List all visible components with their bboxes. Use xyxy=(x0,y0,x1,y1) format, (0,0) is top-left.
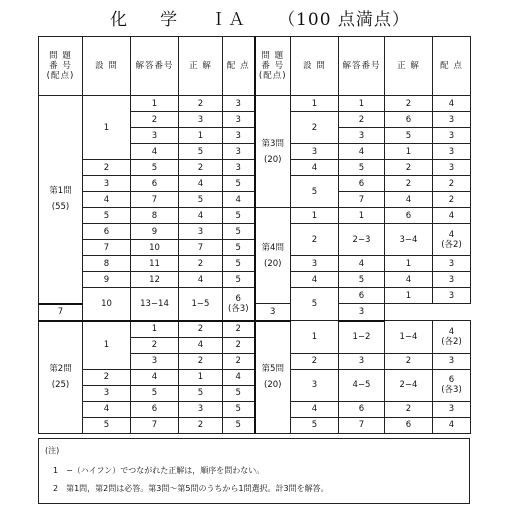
correct-cell: 3 xyxy=(179,112,223,128)
points-cell: 5 xyxy=(223,417,255,433)
correct-cell: 1 xyxy=(385,288,433,304)
q4-label: 第4問 (20) xyxy=(255,208,291,304)
q5-label: 第5問 (20) xyxy=(255,321,291,434)
sub-cell: 3 xyxy=(83,176,131,192)
sub-cell: 5 xyxy=(83,208,131,224)
sub-cell: 4 xyxy=(83,192,131,208)
ans-no-cell: 4 xyxy=(339,256,385,272)
sub-cell: 2 xyxy=(291,353,339,369)
ans-no-cell: 7 xyxy=(39,304,83,321)
points-cell: 5 xyxy=(223,272,255,288)
sub-cell: 10 xyxy=(83,288,131,321)
notes-heading: (注) xyxy=(45,446,60,455)
header-question: 問 題 番 号 (配点) xyxy=(39,37,83,96)
correct-cell: 1 xyxy=(385,144,433,160)
correct-cell: 4 xyxy=(179,272,223,288)
points-cell: 3 xyxy=(339,304,385,321)
notes-box xyxy=(38,438,470,504)
sub-cell: 3 xyxy=(291,144,339,160)
ans-no-cell: 4 xyxy=(339,144,385,160)
correct-cell: 1−4 xyxy=(385,321,433,354)
ans-no-cell: 8 xyxy=(131,208,179,224)
q3-label: 第3問 (20) xyxy=(255,96,291,208)
header-sub: 設 問 xyxy=(83,37,131,96)
sub-cell: 3 xyxy=(291,256,339,272)
header-ans-no: 解答番号 xyxy=(131,37,179,96)
ans-no-cell: 5 xyxy=(339,272,385,288)
table-row xyxy=(39,96,471,112)
correct-cell: 5 xyxy=(385,128,433,144)
sub-cell: 3 xyxy=(83,385,131,401)
correct-cell: 2 xyxy=(179,96,223,112)
points-cell: 4 xyxy=(433,208,471,224)
ans-no-cell: 1−2 xyxy=(339,321,385,354)
header-correct: 正 解 xyxy=(179,37,223,96)
correct-cell: 4 xyxy=(179,208,223,224)
header-points: 配 点 xyxy=(223,37,255,96)
sub-cell: 4 xyxy=(291,272,339,288)
title-part: 化 xyxy=(110,10,129,30)
answer-key-table xyxy=(38,36,471,434)
correct-cell: 6 xyxy=(385,112,433,128)
ans-no-cell: 3 xyxy=(131,128,179,144)
points-cell: 3 xyxy=(433,288,471,304)
points-cell: 5 xyxy=(223,176,255,192)
ans-no-cell: 13−14 xyxy=(131,288,179,321)
points-cell: 4 xyxy=(433,96,471,112)
sub-cell: 5 xyxy=(291,288,339,321)
correct-cell: 4 xyxy=(179,337,223,353)
ans-no-cell: 1 xyxy=(131,96,179,112)
ans-no-cell: 6 xyxy=(339,176,385,192)
ans-no-cell: 3 xyxy=(131,353,179,369)
ans-no-cell: 5 xyxy=(131,385,179,401)
ans-no-cell: 4 xyxy=(131,144,179,160)
ans-no-cell: 6 xyxy=(339,288,385,304)
header-correct: 正 解 xyxy=(385,37,433,96)
ans-no-cell: 4 xyxy=(131,369,179,385)
ans-no-cell: 4−5 xyxy=(339,369,385,401)
ans-no-cell: 3 xyxy=(339,353,385,369)
points-cell: 2 xyxy=(223,353,255,369)
ans-no-cell: 3 xyxy=(339,128,385,144)
ans-no-cell: 6 xyxy=(339,401,385,417)
correct-cell: 2 xyxy=(385,160,433,176)
points-cell: 5 xyxy=(223,256,255,272)
page-title xyxy=(0,5,520,30)
correct-cell: 4 xyxy=(385,192,433,208)
correct-cell: 5 xyxy=(179,144,223,160)
ans-no-cell: 1 xyxy=(339,96,385,112)
ans-no-cell: 12 xyxy=(131,272,179,288)
title-part: 学 xyxy=(160,10,179,30)
ans-no-cell: 1 xyxy=(131,321,179,338)
points-cell: 5 xyxy=(223,401,255,417)
ans-no-cell: 10 xyxy=(131,240,179,256)
sub-cell: 1 xyxy=(291,96,339,112)
points-cell: 6 (各3) xyxy=(433,369,471,401)
header-row xyxy=(39,37,471,96)
ans-no-cell: 1 xyxy=(339,208,385,224)
points-cell: 3 xyxy=(223,128,255,144)
points-cell: 5 xyxy=(223,224,255,240)
sub-cell: 2 xyxy=(291,112,339,144)
correct-cell: 5 xyxy=(179,385,223,401)
points-cell: 3 xyxy=(223,160,255,176)
ans-no-cell: 2−3 xyxy=(339,224,385,256)
ans-no-cell: 7 xyxy=(131,192,179,208)
correct-cell: 4 xyxy=(385,272,433,288)
points-cell: 3 xyxy=(223,112,255,128)
correct-cell: 1 xyxy=(385,256,433,272)
sub-cell: 7 xyxy=(83,240,131,256)
points-cell: 3 xyxy=(433,128,471,144)
correct-cell: 2 xyxy=(179,160,223,176)
points-cell: 6 (各3) xyxy=(223,288,255,321)
points-cell: 4 xyxy=(223,192,255,208)
q2-label: 第2問 (25) xyxy=(39,321,83,434)
correct-cell: 1 xyxy=(179,128,223,144)
sub-cell: 1 xyxy=(83,321,131,370)
correct-cell: 3 xyxy=(255,304,291,321)
sub-cell: 2 xyxy=(83,369,131,385)
correct-cell: 2 xyxy=(179,353,223,369)
points-cell: 5 xyxy=(223,208,255,224)
correct-cell: 5 xyxy=(179,192,223,208)
points-cell: 3 xyxy=(433,112,471,128)
correct-cell: 2 xyxy=(179,417,223,433)
correct-cell: 1 xyxy=(179,369,223,385)
points-cell: 3 xyxy=(433,272,471,288)
points-cell: 5 xyxy=(223,385,255,401)
header-question: 問 題 番 号 (配点) xyxy=(255,37,291,96)
ans-no-cell: 6 xyxy=(131,176,179,192)
points-cell: 2 xyxy=(433,176,471,192)
ans-no-cell: 2 xyxy=(339,112,385,128)
correct-cell: 2 xyxy=(179,256,223,272)
ans-no-cell: 7 xyxy=(339,192,385,208)
sub-cell: 1 xyxy=(291,321,339,354)
points-cell: 3 xyxy=(433,353,471,369)
points-cell: 3 xyxy=(433,256,471,272)
sub-cell: 4 xyxy=(291,160,339,176)
header-points: 配 点 xyxy=(433,37,471,96)
sub-cell: 5 xyxy=(291,176,339,208)
points-cell: 2 xyxy=(433,192,471,208)
sub-cell: 5 xyxy=(83,417,131,433)
points-cell: 5 xyxy=(223,240,255,256)
correct-cell: 6 xyxy=(385,417,433,433)
points-cell: 3 xyxy=(433,144,471,160)
sub-cell: 6 xyxy=(83,224,131,240)
ans-no-cell: 2 xyxy=(131,337,179,353)
ans-no-cell: 5 xyxy=(131,160,179,176)
title-part: ＩＡ xyxy=(210,10,247,30)
sub-cell: 1 xyxy=(291,208,339,224)
ans-no-cell: 6 xyxy=(131,401,179,417)
sub-cell: 3 xyxy=(291,369,339,401)
correct-cell: 3−4 xyxy=(385,224,433,256)
sub-cell: 1 xyxy=(83,96,131,160)
ans-no-cell: 2 xyxy=(131,112,179,128)
sub-cell: 2 xyxy=(83,160,131,176)
correct-cell: 2 xyxy=(179,321,223,338)
points-cell: 4 xyxy=(223,369,255,385)
correct-cell: 3 xyxy=(179,401,223,417)
points-cell: 2 xyxy=(223,321,255,338)
sub-cell: 5 xyxy=(291,417,339,433)
points-cell: 3 xyxy=(223,144,255,160)
note-2: 2 第1問，第2問は必答。第3問〜第5問のうちから1問選択。計3問を解答。 xyxy=(53,484,329,493)
title-part: （100 点満点） xyxy=(278,10,410,30)
table-row xyxy=(39,208,471,224)
sub-cell: 8 xyxy=(83,256,131,272)
points-cell: 4 (各2) xyxy=(433,321,471,354)
correct-cell: 6 xyxy=(385,208,433,224)
sub-cell: 9 xyxy=(83,272,131,288)
table-row xyxy=(39,321,471,338)
correct-cell: 7 xyxy=(179,240,223,256)
sub-cell: 4 xyxy=(83,401,131,417)
points-cell: 4 xyxy=(433,417,471,433)
correct-cell: 2 xyxy=(385,96,433,112)
ans-no-cell: 5 xyxy=(339,160,385,176)
correct-cell: 2 xyxy=(385,401,433,417)
note-1: 1 −（ハイフン）でつながれた正解は，順序を問わない。 xyxy=(53,466,265,475)
correct-cell: 2−4 xyxy=(385,369,433,401)
q1-label: 第1問 (55) xyxy=(39,96,83,304)
header-ans-no: 解答番号 xyxy=(339,37,385,96)
points-cell: 2 xyxy=(223,337,255,353)
correct-cell: 1−5 xyxy=(179,288,223,321)
sub-cell: 4 xyxy=(291,401,339,417)
points-cell: 3 xyxy=(223,96,255,112)
ans-no-cell: 7 xyxy=(131,417,179,433)
correct-cell: 2 xyxy=(385,353,433,369)
correct-cell: 3 xyxy=(179,224,223,240)
points-cell: 3 xyxy=(433,160,471,176)
ans-no-cell: 11 xyxy=(131,256,179,272)
points-cell: 3 xyxy=(433,401,471,417)
ans-no-cell: 7 xyxy=(339,417,385,433)
correct-cell: 4 xyxy=(179,176,223,192)
sub-cell: 2 xyxy=(291,224,339,256)
ans-no-cell: 9 xyxy=(131,224,179,240)
correct-cell: 2 xyxy=(385,176,433,192)
header-sub: 設 問 xyxy=(291,37,339,96)
points-cell: 4 (各2) xyxy=(433,224,471,256)
